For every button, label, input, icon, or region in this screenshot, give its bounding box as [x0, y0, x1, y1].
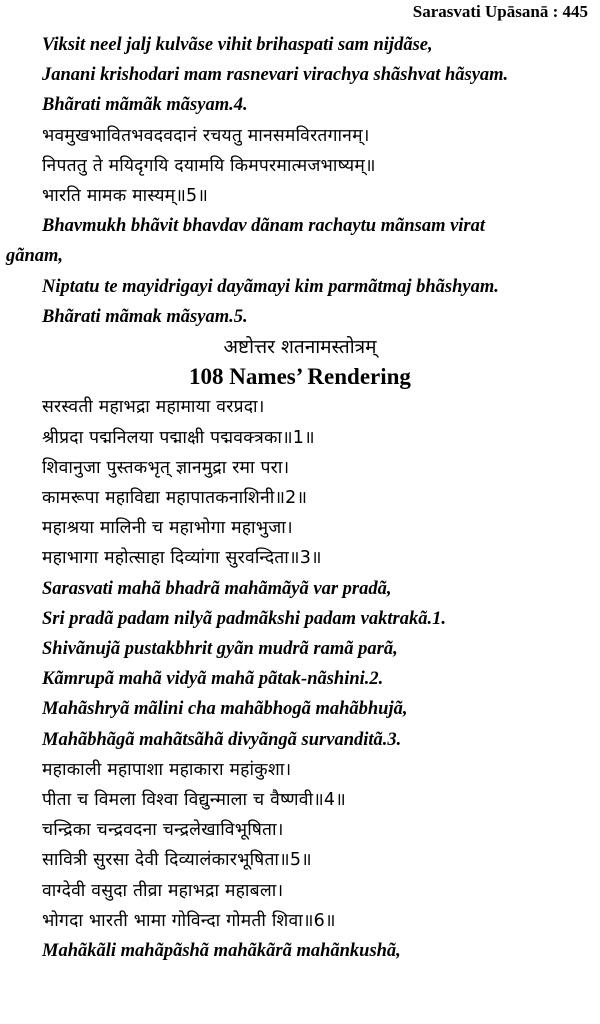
- transliteration-line: Niptatu te mayidrigayi dayãmayi kim parmãtmaj bhãshyam.: [42, 276, 499, 297]
- transliteration-line: Janani krishodari mam rasnevari virachya shãshvat hãsyam.: [42, 65, 509, 86]
- section-title-english: 108 Names’ Rendering: [189, 364, 411, 390]
- transliteration-line: Bhavmukh bhãvit bhavdav dãnam rachaytu mãnsam virat: [42, 216, 486, 237]
- transliteration-line: Shivãnujã pustakbhrit gyãn mudrã ramã parã,: [42, 639, 398, 660]
- transliteration-line: Kãmrupã mahã vidyã mahã pãtak-nãshini.2.: [42, 669, 384, 690]
- sanskrit-verse-line: पीता च विमला विश्वा विद्युन्माला च वैष्णवी॥4॥: [42, 790, 346, 811]
- sanskrit-verse-line: निपततु ते मयिदृगयि दयामयि किमपरमात्मजभाष्यम्॥: [42, 155, 376, 176]
- sanskrit-verse-line: महाश्रया मालिनी च महाभोगा महाभुजा।: [42, 518, 293, 539]
- sanskrit-verse-line: महाकाली महापाशा महाकारा महांकुशा।: [42, 759, 292, 780]
- sanskrit-verse-line: भारति मामक मास्यम्॥5॥: [42, 186, 209, 207]
- sanskrit-verse-line: चन्द्रिका चन्द्रवदना चन्द्रलेखाविभूषिता।: [42, 820, 284, 841]
- sanskrit-verse-line: वाग्देवी वसुदा तीव्रा महाभद्रा महाबला।: [42, 880, 284, 901]
- transliteration-line: Bhãrati mãmãk mãsyam.4.: [42, 95, 248, 116]
- sanskrit-verse-line: भवमुखभावितभवदवदानं रचयतु मानसमविरतगानम्।: [42, 125, 370, 146]
- sanskrit-verse-line: महाभागा महोत्साहा दिव्यांगा सुरवन्दिता॥3॥: [42, 548, 322, 569]
- transliteration-line: Viksit neel jalj kulvãse vihit brihaspati sam nijdãse,: [42, 35, 433, 55]
- transliteration-line: Mahãbhãgã mahãtsãhã divyãngã survanditã.3.: [42, 729, 402, 750]
- transliteration-line: Mahãkãli mahãpãshã mahãkãrã mahãnkushã,: [42, 941, 401, 962]
- sanskrit-verse-line: सरस्वती महाभद्रा महामाया वरप्रदा।: [42, 397, 265, 418]
- sanskrit-verse-line: शिवानुजा पुस्तकभृत् ज्ञानमुद्रा रमा परा।: [42, 457, 290, 478]
- section-title-sanskrit: अष्टोत्तर शतनामस्तोत्रम्: [223, 336, 377, 359]
- sanskrit-verse-line: श्रीप्रदा पद्मनिलया पद्माक्षी पद्मवक्त्रका॥1॥: [42, 427, 315, 448]
- transliteration-line: gãnam,: [6, 246, 64, 267]
- page-text: [0, 30, 600, 966]
- sanskrit-verse-line: भोगदा भारती भामा गोविन्दा गोमती शिवा॥6॥: [42, 910, 336, 931]
- transliteration-line: Sarasvati mahã bhadrã mahãmãyã var pradã,: [42, 578, 392, 599]
- sanskrit-verse-line: कामरूपा महाविद्या महापातकनाशिनी॥2॥: [42, 488, 308, 509]
- transliteration-line: Mahãshryã mãlini cha mahãbhogã mahãbhujã,: [42, 699, 408, 720]
- running-head: Sarasvati Upāsanā : 445: [412, 2, 588, 21]
- transliteration-line: Sri pradã padam nilyã padmãkshi padam vaktrakã.1.: [42, 608, 446, 629]
- transliteration-line: Bhãrati mãmak mãsyam.5.: [42, 306, 248, 327]
- sanskrit-verse-line: सावित्री सुरसा देवी दिव्यालंकारभूषिता॥5॥: [42, 850, 312, 871]
